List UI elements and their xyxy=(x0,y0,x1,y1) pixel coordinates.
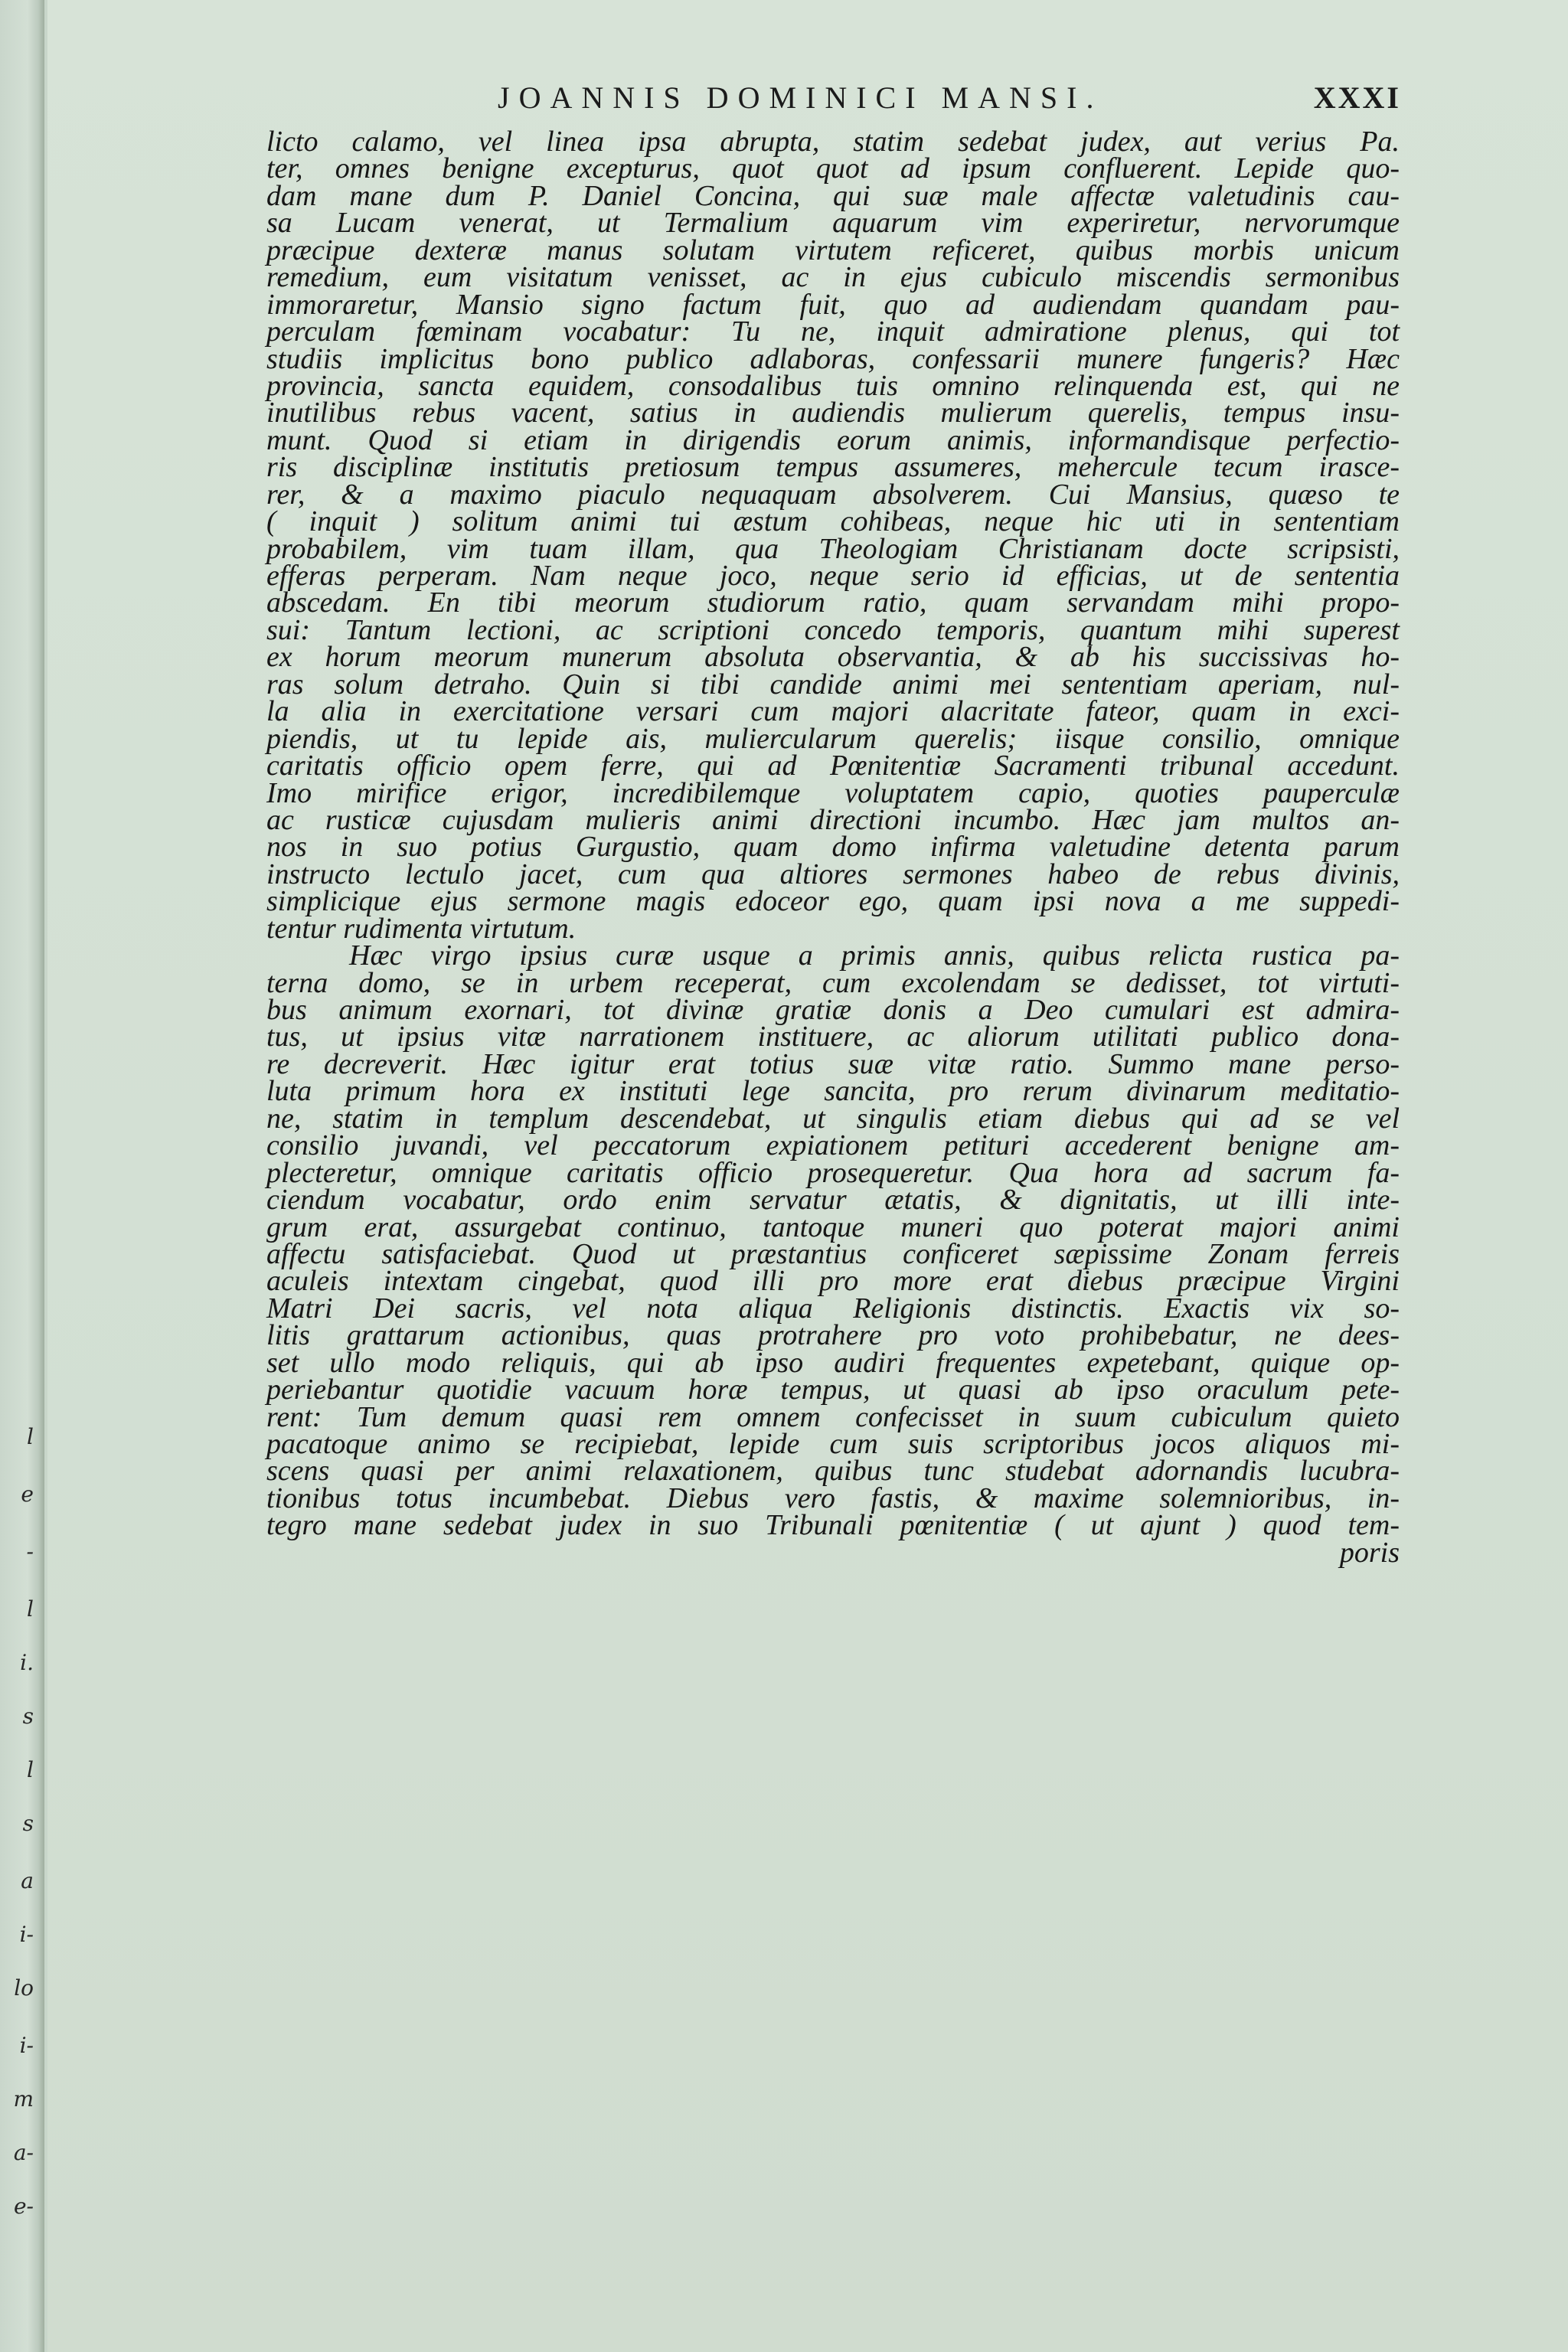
margin-fragment: e xyxy=(21,1481,34,1507)
text-line: licto calamo, vel linea ipsa abrupta, statim sedebat judex, aut verius Pa. xyxy=(266,126,1400,158)
text-line: simplicique ejus sermone magis edoceor ego, quam ipsi nova a me suppedi- xyxy=(266,885,1400,918)
text-line: pacatoque animo se recipiebat, lepide cum suis scriptoribus jocos aliquos mi- xyxy=(266,1428,1400,1460)
text-line: Matri Dei sacris, vel nota aliqua Religionis distinctis. Exactis vix so- xyxy=(266,1292,1400,1325)
text-line: præcipue dexteræ manus solutam virtutem reficeret, quibus morbis unicum xyxy=(266,234,1400,266)
text-line: nos in suo potius Gurgustio, quam domo infirma valetudine detenta parum xyxy=(266,831,1400,864)
text-line: munt. Quod si etiam in dirigendis eorum animis, informandisque perfectio- xyxy=(266,423,1400,456)
margin-fragment: e- xyxy=(13,2194,34,2219)
text-line: remedium, eum visitatum venisset, ac in ejus cubiculo miscendis sermonibus xyxy=(266,261,1400,294)
text-line: aculeis intextam cingebat, quod illi pro more erat diebus præcipue Virgini xyxy=(266,1265,1400,1298)
text-line: ne, statim in templum descendebat, ut singulis etiam diebus qui ad se vel xyxy=(266,1102,1400,1135)
margin-fragment: i. xyxy=(20,1650,34,1675)
text-line: plecteretur, omnique caritatis officio prosequeretur. Qua hora ad sacrum fa- xyxy=(266,1156,1400,1189)
running-head: JOANNIS DOMINICI MANSI. xyxy=(498,80,1103,115)
margin-fragment: s xyxy=(22,1704,34,1729)
text-line: ac rusticæ cujusdam mulieris animi directioni incumbo. Hæc jam multos an- xyxy=(266,803,1400,836)
text-line: perculam fœminam vocabatur: Tu ne, inquit admiratione plenus, qui tot xyxy=(266,315,1400,348)
margin-fragment: m xyxy=(13,2086,34,2112)
text-line: tegro mane sedebat judex in suo Tribunali pœnitentiæ ( ut ajunt ) quod tem- xyxy=(266,1509,1400,1542)
text-line: probabilem, vim tuam illam, qua Theologiam Christianam docte scripsisti, xyxy=(266,532,1400,565)
text-line: sui: Tantum lectioni, ac scriptioni concedo temporis, quantum mihi superest xyxy=(266,613,1400,646)
margin-fragment: lo xyxy=(14,1975,34,2001)
margin-fragment: a xyxy=(21,1868,34,1893)
page-number: XXXI xyxy=(1313,80,1401,115)
text-line: set ullo modo reliquis, qui ab ipso audiri frequentes expetebant, quique op- xyxy=(266,1346,1400,1379)
text-line: efferas perperam. Nam neque joco, neque serio id efficias, ut de sententia xyxy=(266,560,1400,592)
text-line: instructo lectulo jacet, cum qua altiores sermones habeo de rebus divinis, xyxy=(266,858,1400,890)
paragraph xyxy=(266,939,1400,1542)
text-line: la alia in exercitatione versari cum majori alacritate fateor, quam in exci- xyxy=(266,695,1400,728)
text-line: caritatis officio opem ferre, qui ad Pœnitentiæ Sacramenti tribunal accedunt. xyxy=(266,750,1400,782)
text-line: ciendum vocabatur, ordo enim servatur ætatis, & dignitatis, ut illi inte- xyxy=(266,1184,1400,1217)
margin-fragment: l xyxy=(27,1757,34,1782)
text-line: inutilibus rebus vacent, satius in audiendis mulierum querelis, tempus insu- xyxy=(266,397,1400,430)
paragraph xyxy=(266,126,1400,945)
text-line: scens quasi per animi relaxationem, quibus tunc studebat adornandis lucubra- xyxy=(266,1455,1400,1488)
margin-fragment: l xyxy=(27,1596,34,1622)
text-line: abscedam. En tibi meorum studiorum ratio, quam servandam mihi propo- xyxy=(266,586,1400,619)
text-line: affectu satisfaciebat. Quod ut præstantius conficeret sæpissime Zonam ferreis xyxy=(266,1237,1400,1270)
text-line: Hæc virgo ipsius curæ usque a primis annis, quibus relicta rustica pa- xyxy=(349,939,1400,972)
text-line: grum erat, assurgebat continuo, tantoque muneri quo poterat majori animi xyxy=(266,1210,1400,1243)
text-line: rer, & a maximo piaculo nequaquam absolverem. Cui Mansius, quæso te xyxy=(266,478,1400,511)
text-line: ter, omnes benigne excepturus, quot quot ad ipsum confluerent. Lepide quo- xyxy=(266,152,1400,185)
margin-fragment: l xyxy=(27,1424,34,1449)
text-line: periebantur quotidie vacuum horæ tempus, ut quasi ab ipso oraculum pete- xyxy=(266,1374,1400,1406)
catchword: poris xyxy=(1339,1536,1400,1569)
text-line: ex horum meorum munerum absoluta observantia, & ab his succissivas ho- xyxy=(266,641,1400,674)
text-line: ris disciplinæ institutis pretiosum tempus assumeres, mehercule tecum irasce- xyxy=(266,451,1400,484)
text-line: dam mane dum P. Daniel Concina, qui suæ male affectæ valetudinis cau- xyxy=(266,179,1400,212)
text-line: luta primum hora ex instituti lege sancita, pro rerum divinarum meditatio- xyxy=(266,1075,1400,1108)
margin-fragment: a- xyxy=(13,2140,34,2165)
text-line: litis grattarum actionibus, quas protrahere pro voto prohibebatur, ne dees- xyxy=(266,1319,1400,1352)
margin-fragment: - xyxy=(26,1539,34,1564)
margin-fragment: i- xyxy=(19,2033,34,2058)
page-header xyxy=(276,80,1409,122)
text-line: immoraretur, Mansio signo factum fuit, quo ad audiendam quandam pau- xyxy=(266,288,1400,321)
text-line: consilio juvandi, vel peccatorum expiationem petituri accederent benigne am- xyxy=(266,1129,1400,1162)
text-line: tionibus totus incumbebat. Diebus vero fastis, & maxime solemnioribus, in- xyxy=(266,1481,1400,1514)
text-line: Imo mirifice erigor, incredibilemque voluptatem capio, quoties pauperculæ xyxy=(266,776,1400,809)
text-line: sa Lucam venerat, ut Termalium aquarum vim experiretur, nervorumque xyxy=(266,207,1400,240)
text-line: ras solum detraho. Quin si tibi candide animi mei sententiam aperiam, nul- xyxy=(266,668,1400,701)
text-line: ( inquit ) solitum animi tui æstum cohibeas, neque hic uti in sententiam xyxy=(266,505,1400,538)
body-text xyxy=(266,126,1400,1569)
text-line: re decreverit. Hæc igitur erat totius suæ vitæ ratio. Summo mane perso- xyxy=(266,1047,1400,1080)
margin-fragment: s xyxy=(22,1811,34,1836)
text-line: rent: Tum demum quasi rem omnem confecisset in suum cubiculum quieto xyxy=(266,1400,1400,1433)
text-line: studiis implicitus bono publico adlaboras, confessarii munere fungeris? Hæc xyxy=(266,342,1400,375)
text-line: tentur rudimenta virtutum. xyxy=(266,912,577,945)
text-line: terna domo, se in urbem receperat, cum excolendam se dedisset, tot virtuti- xyxy=(266,966,1400,999)
margin-fragment: i- xyxy=(19,1922,34,1947)
text-line: tus, ut ipsius vitæ narrationem instituere, ac aliorum utilitati publico dona- xyxy=(266,1021,1400,1054)
text-line: provincia, sancta equidem, consodalibus tuis omnino relinquenda est, qui ne xyxy=(266,369,1400,402)
text-line: bus animum exornari, tot divinæ gratiæ donis a Deo cumulari est admira- xyxy=(266,994,1400,1026)
text-line: piendis, ut tu lepide ais, muliercularum querelis; iisque consilio, omnique xyxy=(266,722,1400,755)
